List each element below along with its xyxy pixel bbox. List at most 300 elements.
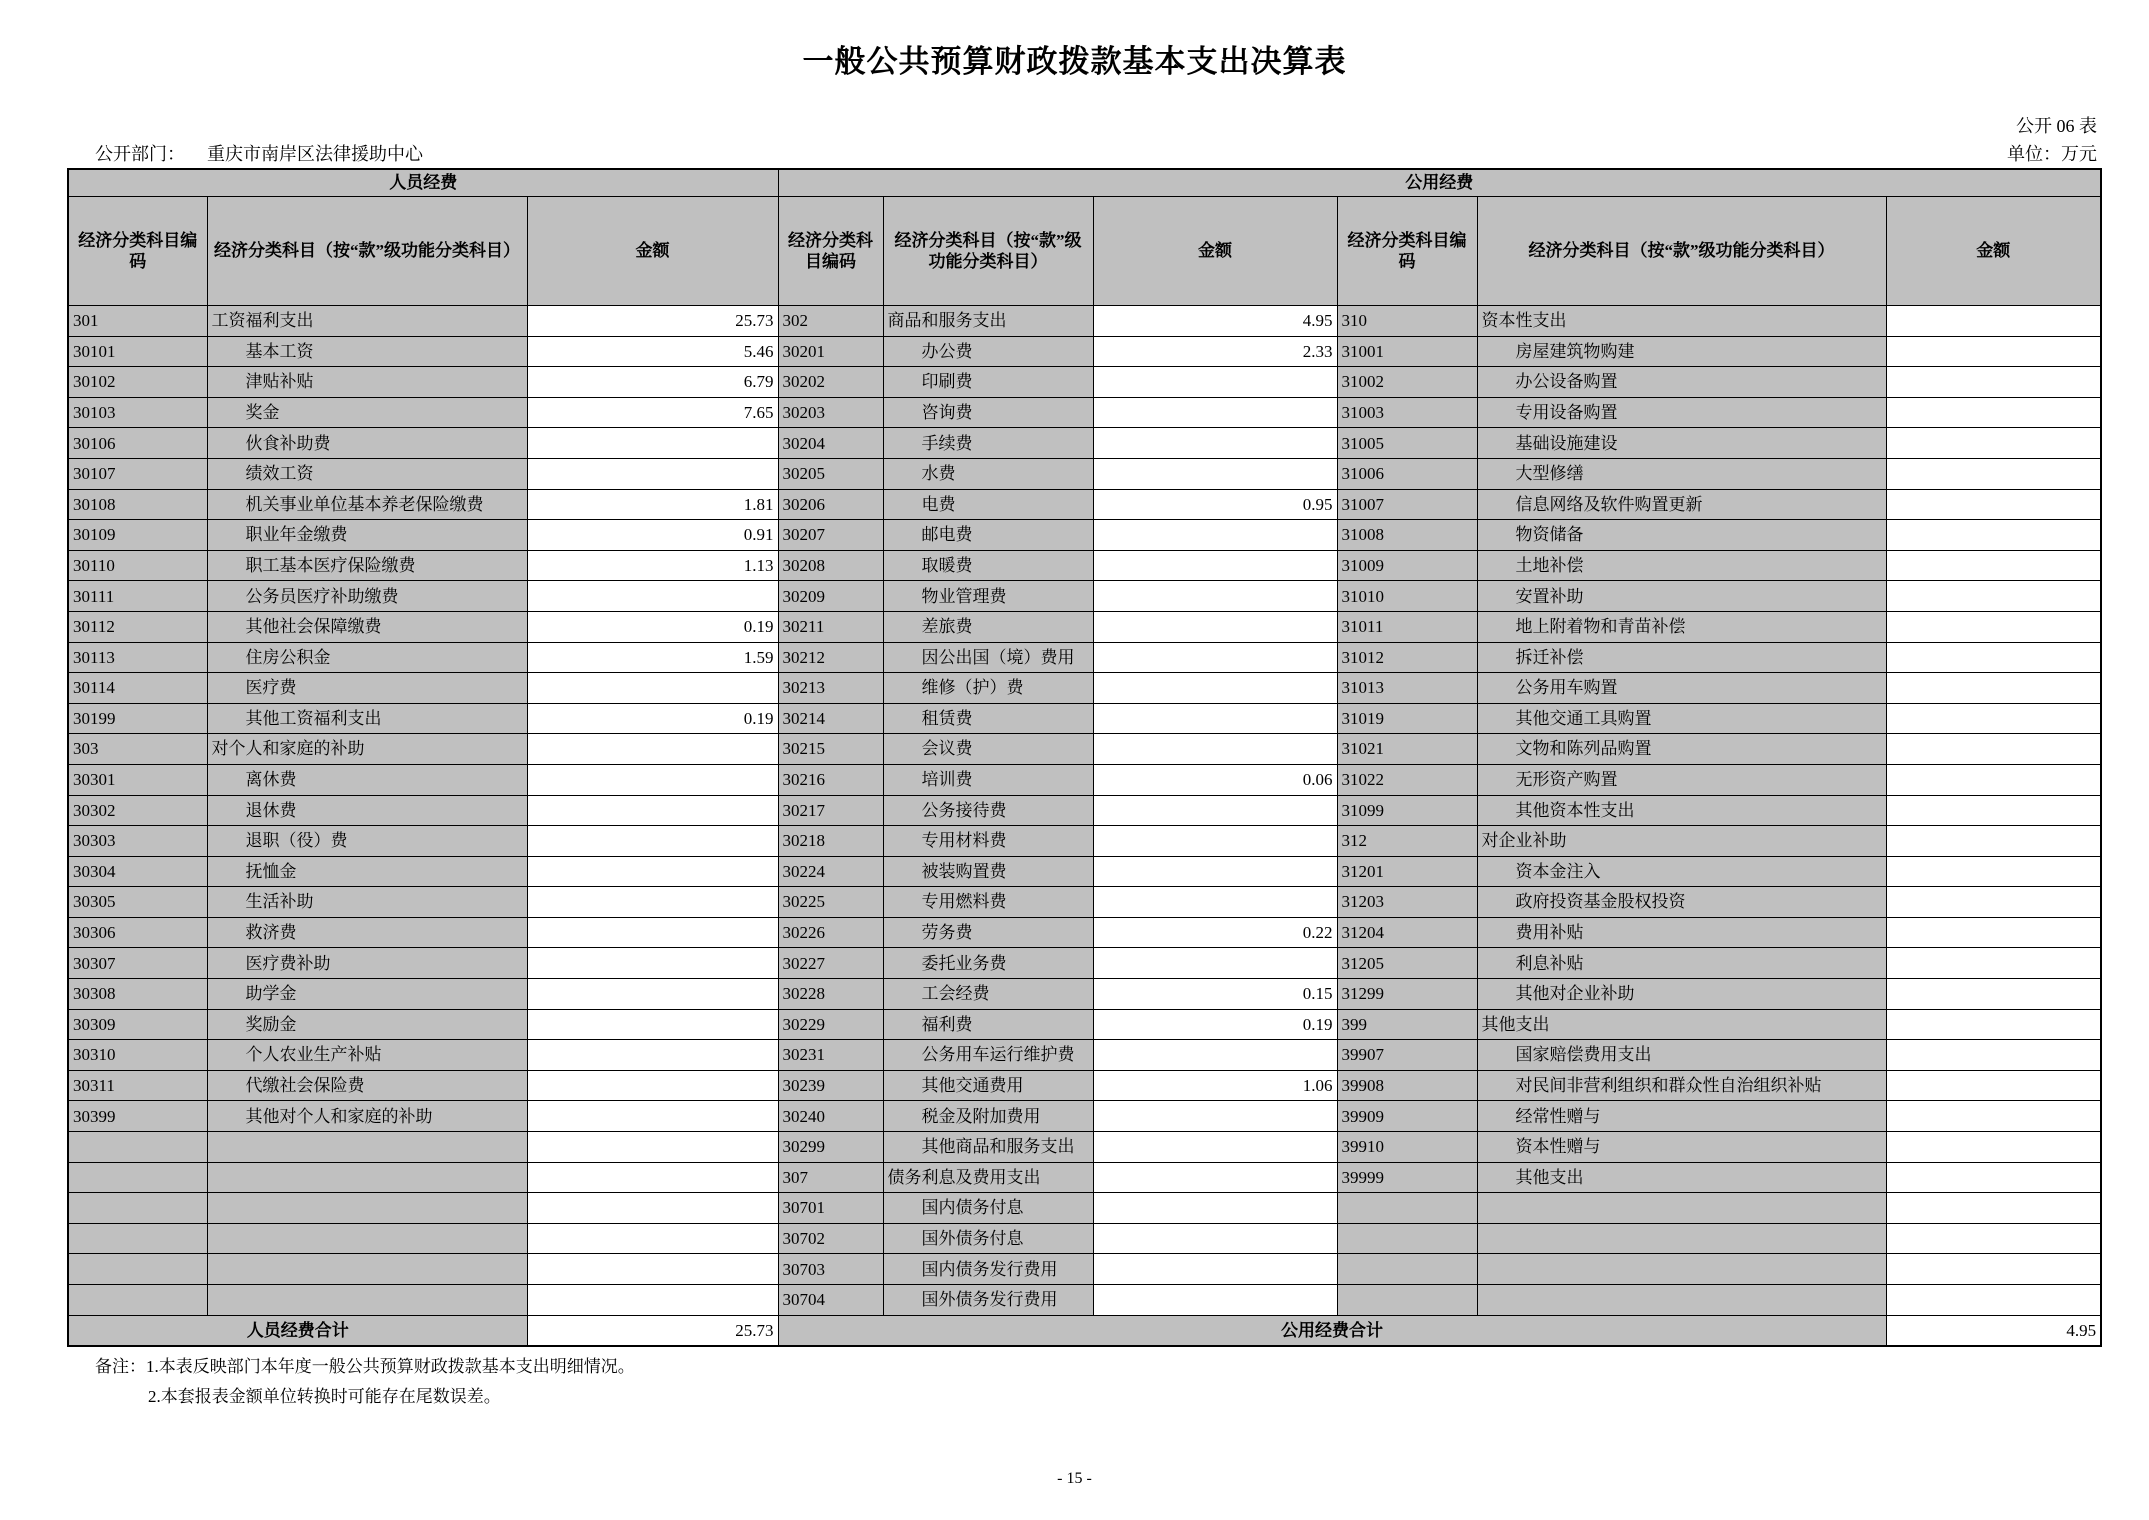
code-cell [68,1254,207,1285]
code-cell: 30199 [68,703,207,734]
code-cell: 30309 [68,1009,207,1040]
code-cell: 30214 [778,703,883,734]
subject-cell: 奖金 [207,397,527,428]
code-cell: 31007 [1337,489,1477,520]
code-cell: 30301 [68,764,207,795]
subject-cell: 对企业补助 [1477,826,1886,857]
subject-cell: 离休费 [207,764,527,795]
amount-cell [1886,1009,2101,1040]
code-cell: 30304 [68,856,207,887]
code-cell: 30111 [68,581,207,612]
subject-cell: 国家赔偿费用支出 [1477,1040,1886,1071]
table-row [68,1070,2101,1101]
subject-cell: 其他对企业补助 [1477,979,1886,1010]
amount-cell: 6.79 [527,367,778,398]
subject-cell: 对民间非营利组织和群众性自治组织补贴 [1477,1070,1886,1101]
table-row [68,1285,2101,1316]
code-cell [1337,1254,1477,1285]
code-cell: 31022 [1337,764,1477,795]
code-cell: 31003 [1337,397,1477,428]
code-cell: 30204 [778,428,883,459]
col-header-amount-2: 金额 [1093,197,1337,306]
amount-cell [1093,887,1337,918]
code-cell: 312 [1337,826,1477,857]
amount-cell [527,1254,778,1285]
code-cell [1337,1193,1477,1224]
amount-cell: 0.06 [1093,764,1337,795]
notes [95,1352,635,1412]
amount-cell [1886,367,2101,398]
column-header-row [68,197,2101,306]
subject-cell: 机关事业单位基本养老保险缴费 [207,489,527,520]
subject-cell: 其他社会保障缴费 [207,611,527,642]
code-cell: 30703 [778,1254,883,1285]
subject-cell: 经常性赠与 [1477,1101,1886,1132]
code-cell: 30113 [68,642,207,673]
amount-cell [1093,642,1337,673]
amount-cell [1886,1285,2101,1316]
amount-cell [1886,826,2101,857]
code-cell: 31299 [1337,979,1477,1010]
table-row [68,764,2101,795]
code-cell: 30225 [778,887,883,918]
subject-cell: 国外债务发行费用 [883,1285,1093,1316]
code-cell: 30202 [778,367,883,398]
table-row [68,336,2101,367]
amount-cell [1093,367,1337,398]
table-row [68,1223,2101,1254]
table-row [68,458,2101,489]
amount-cell [1093,1285,1337,1316]
amount-cell [1093,703,1337,734]
amount-cell [1886,887,2101,918]
subject-cell: 拆迁补偿 [1477,642,1886,673]
page-number: - 15 - [1057,1470,1092,1487]
amount-cell [1886,764,2101,795]
subject-cell: 代缴社会保险费 [207,1070,527,1101]
subject-cell: 生活补助 [207,887,527,918]
amount-cell [1886,489,2101,520]
amount-cell [527,1040,778,1071]
amount-cell [1886,1101,2101,1132]
subject-cell: 资本性赠与 [1477,1132,1886,1163]
table-row [68,673,2101,704]
table-row [68,550,2101,581]
subject-cell: 咨询费 [883,397,1093,428]
subject-cell: 劳务费 [883,917,1093,948]
note-line-2: 2.本套报表金额单位转换时可能存在尾数误差。 [148,1386,501,1406]
subject-cell: 福利费 [883,1009,1093,1040]
amount-cell: 2.33 [1093,336,1337,367]
note-line-1 [95,1352,635,1382]
table-row [68,703,2101,734]
subject-cell: 电费 [883,489,1093,520]
amount-cell [1093,734,1337,765]
code-cell: 30215 [778,734,883,765]
table-row [68,611,2101,642]
code-cell: 30106 [68,428,207,459]
code-cell: 399 [1337,1009,1477,1040]
subject-cell: 文物和陈列品购置 [1477,734,1886,765]
subject-cell [1477,1223,1886,1254]
subject-cell: 住房公积金 [207,642,527,673]
table-row [68,948,2101,979]
subject-cell: 公务接待费 [883,795,1093,826]
subject-cell: 职工基本医疗保险缴费 [207,550,527,581]
code-cell: 30107 [68,458,207,489]
code-cell: 30702 [778,1223,883,1254]
amount-cell [527,917,778,948]
page-title: 一般公共预算财政拨款基本支出决算表 [802,44,1347,79]
subject-cell: 办公费 [883,336,1093,367]
personnel-total-amount: 25.73 [527,1315,778,1346]
subject-cell: 其他工资福利支出 [207,703,527,734]
code-cell: 39908 [1337,1070,1477,1101]
code-cell: 30302 [68,795,207,826]
subject-cell: 物资储备 [1477,520,1886,551]
code-cell: 310 [1337,306,1477,337]
code-cell: 30212 [778,642,883,673]
subject-cell: 个人农业生产补贴 [207,1040,527,1071]
subject-cell [207,1254,527,1285]
subject-cell: 公务用车运行维护费 [883,1040,1093,1071]
department-label: 公开部门： [95,144,185,164]
code-cell: 30216 [778,764,883,795]
code-cell: 31201 [1337,856,1477,887]
amount-cell [1093,1193,1337,1224]
table-row [68,1040,2101,1071]
amount-cell [527,764,778,795]
amount-cell [1093,826,1337,857]
code-cell: 30227 [778,948,883,979]
code-cell: 30218 [778,826,883,857]
code-cell: 30209 [778,581,883,612]
table-row [68,367,2101,398]
amount-cell: 0.15 [1093,979,1337,1010]
subject-cell [1477,1254,1886,1285]
subject-cell: 专用燃料费 [883,887,1093,918]
amount-cell [527,734,778,765]
subject-cell: 利息补贴 [1477,948,1886,979]
subject-cell: 其他支出 [1477,1162,1886,1193]
amount-cell [1886,397,2101,428]
amount-cell [527,795,778,826]
subject-cell: 水费 [883,458,1093,489]
code-cell: 30208 [778,550,883,581]
amount-cell [1093,673,1337,704]
subject-cell: 助学金 [207,979,527,1010]
amount-cell: 0.19 [527,611,778,642]
code-cell: 31099 [1337,795,1477,826]
subject-cell: 商品和服务支出 [883,306,1093,337]
subject-cell: 专用材料费 [883,826,1093,857]
code-cell: 30701 [778,1193,883,1224]
amount-cell [527,826,778,857]
code-cell: 30201 [778,336,883,367]
code-cell: 31021 [1337,734,1477,765]
code-cell: 30213 [778,673,883,704]
subject-cell: 土地补偿 [1477,550,1886,581]
code-cell: 30224 [778,856,883,887]
amount-cell [1093,520,1337,551]
subject-cell: 租赁费 [883,703,1093,734]
col-header-code-2: 经济分类科目编码 [778,197,883,306]
code-cell: 30109 [68,520,207,551]
code-cell: 30112 [68,611,207,642]
subject-cell: 基本工资 [207,336,527,367]
table-row [68,397,2101,428]
amount-cell [1093,1223,1337,1254]
subject-cell: 地上附着物和青苗补偿 [1477,611,1886,642]
amount-cell [1093,581,1337,612]
subject-cell: 被装购置费 [883,856,1093,887]
subject-cell: 公务员医疗补助缴费 [207,581,527,612]
code-cell: 30102 [68,367,207,398]
code-cell: 31203 [1337,887,1477,918]
amount-cell [1886,581,2101,612]
amount-cell [1886,1223,2101,1254]
subject-cell: 费用补贴 [1477,917,1886,948]
table-row [68,826,2101,857]
code-cell: 30207 [778,520,883,551]
amount-cell [527,1009,778,1040]
code-cell [1337,1223,1477,1254]
code-cell: 30231 [778,1040,883,1071]
section-header-row [68,169,2101,197]
code-cell: 31006 [1337,458,1477,489]
amount-cell [527,673,778,704]
amount-cell: 1.81 [527,489,778,520]
code-cell: 39909 [1337,1101,1477,1132]
subject-cell: 伙食补助费 [207,428,527,459]
amount-cell [1886,1162,2101,1193]
table-row [68,887,2101,918]
amount-cell [1886,734,2101,765]
amount-cell [1886,336,2101,367]
subject-cell: 资本性支出 [1477,306,1886,337]
amount-cell [1886,1193,2101,1224]
code-cell: 30101 [68,336,207,367]
code-cell: 30308 [68,979,207,1010]
code-cell: 30108 [68,489,207,520]
subject-cell: 医疗费 [207,673,527,704]
code-cell: 30217 [778,795,883,826]
table-row [68,428,2101,459]
table-row [68,1101,2101,1132]
table-row [68,1162,2101,1193]
subject-cell: 其他对个人和家庭的补助 [207,1101,527,1132]
code-cell: 30311 [68,1070,207,1101]
table-body [68,306,2101,1316]
col-header-subject-2: 经济分类科目（按“款”级功能分类科目） [883,197,1093,306]
amount-cell [1093,428,1337,459]
subject-cell: 信息网络及软件购置更新 [1477,489,1886,520]
code-cell: 30228 [778,979,883,1010]
amount-cell: 1.06 [1093,1070,1337,1101]
public-total-label: 公用经费合计 [778,1315,1886,1346]
col-header-amount-1: 金额 [527,197,778,306]
table-row [68,795,2101,826]
amount-cell [1886,1132,2101,1163]
amount-cell: 0.22 [1093,917,1337,948]
col-header-code-3: 经济分类科目编码 [1337,197,1477,306]
table-row [68,1254,2101,1285]
subject-cell: 国外债务付息 [883,1223,1093,1254]
subject-cell: 维修（护）费 [883,673,1093,704]
subject-cell: 津贴补贴 [207,367,527,398]
subject-cell [207,1193,527,1224]
amount-cell [527,428,778,459]
amount-cell [527,1162,778,1193]
amount-cell [1886,458,2101,489]
subject-cell: 大型修缮 [1477,458,1886,489]
subject-cell: 其他商品和服务支出 [883,1132,1093,1163]
subject-cell: 绩效工资 [207,458,527,489]
subject-cell [207,1162,527,1193]
table-row [68,1193,2101,1224]
code-cell: 30303 [68,826,207,857]
notes-label: 备注： [95,1357,146,1376]
table-row [68,917,2101,948]
subject-cell [1477,1285,1886,1316]
table-row [68,979,2101,1010]
amount-cell [1886,673,2101,704]
subject-cell: 工会经费 [883,979,1093,1010]
code-cell: 30211 [778,611,883,642]
table-row [68,1009,2101,1040]
amount-cell: 5.46 [527,336,778,367]
subject-cell: 印刷费 [883,367,1093,398]
amount-cell: 25.73 [527,306,778,337]
amount-cell [1886,520,2101,551]
public-total-amount: 4.95 [1886,1315,2101,1346]
amount-cell [1886,611,2101,642]
code-cell: 30226 [778,917,883,948]
subject-cell: 委托业务费 [883,948,1093,979]
code-cell: 30203 [778,397,883,428]
code-cell: 30399 [68,1101,207,1132]
amount-cell [1886,795,2101,826]
subject-cell: 退职（役）费 [207,826,527,857]
amount-cell [1093,948,1337,979]
amount-cell [1093,1101,1337,1132]
subject-cell: 安置补助 [1477,581,1886,612]
amount-cell: 7.65 [527,397,778,428]
amount-cell [1886,550,2101,581]
code-cell: 31013 [1337,673,1477,704]
col-header-subject-3: 经济分类科目（按“款”级功能分类科目） [1477,197,1886,306]
code-cell: 31012 [1337,642,1477,673]
code-cell [68,1285,207,1316]
code-cell: 301 [68,306,207,337]
subject-cell: 手续费 [883,428,1093,459]
amount-cell [527,979,778,1010]
amount-cell [527,1132,778,1163]
code-cell: 30110 [68,550,207,581]
code-cell [68,1223,207,1254]
subject-cell: 退休费 [207,795,527,826]
subject-cell [207,1223,527,1254]
code-cell: 31008 [1337,520,1477,551]
amount-cell: 0.95 [1093,489,1337,520]
code-cell: 30307 [68,948,207,979]
code-cell: 31205 [1337,948,1477,979]
section-personnel: 人员经费 [68,169,778,197]
amount-cell [1093,1040,1337,1071]
totals-row [68,1315,2101,1346]
subject-cell: 专用设备购置 [1477,397,1886,428]
expenditure-table [67,168,2102,1347]
amount-cell [527,948,778,979]
amount-cell [527,1101,778,1132]
amount-cell [527,581,778,612]
code-cell: 302 [778,306,883,337]
subject-cell: 其他交通费用 [883,1070,1093,1101]
amount-cell [1886,979,2101,1010]
subject-cell: 工资福利支出 [207,306,527,337]
col-header-subject-1: 经济分类科目（按“款”级功能分类科目） [207,197,527,306]
code-cell: 30206 [778,489,883,520]
code-cell: 30239 [778,1070,883,1101]
code-cell: 31002 [1337,367,1477,398]
subject-cell: 职业年金缴费 [207,520,527,551]
subject-cell: 奖励金 [207,1009,527,1040]
amount-cell [527,887,778,918]
department-line [95,140,423,166]
code-cell: 303 [68,734,207,765]
code-cell [68,1162,207,1193]
subject-cell: 公务用车购置 [1477,673,1886,704]
amount-cell [1093,1132,1337,1163]
subject-cell: 差旅费 [883,611,1093,642]
subject-cell: 培训费 [883,764,1093,795]
code-cell: 39907 [1337,1040,1477,1071]
amount-cell: 4.95 [1093,306,1337,337]
code-cell [68,1132,207,1163]
subject-cell: 因公出国（境）费用 [883,642,1093,673]
amount-cell: 0.19 [1093,1009,1337,1040]
code-cell [1337,1285,1477,1316]
subject-cell: 基础设施建设 [1477,428,1886,459]
amount-cell [527,1070,778,1101]
table-row [68,306,2101,337]
amount-cell [527,458,778,489]
code-cell: 31009 [1337,550,1477,581]
col-header-code-1: 经济分类科目编码 [68,197,207,306]
amount-cell [527,856,778,887]
subject-cell: 政府投资基金股权投资 [1477,887,1886,918]
amount-cell [1093,856,1337,887]
amount-cell [1886,306,2101,337]
amount-cell [527,1193,778,1224]
subject-cell: 抚恤金 [207,856,527,887]
code-cell: 31011 [1337,611,1477,642]
subject-cell: 其他支出 [1477,1009,1886,1040]
subject-cell: 债务利息及费用支出 [883,1162,1093,1193]
amount-cell [1886,1070,2101,1101]
subject-cell: 资本金注入 [1477,856,1886,887]
table-row [68,734,2101,765]
personnel-total-label: 人员经费合计 [68,1315,527,1346]
amount-cell [527,1223,778,1254]
amount-cell [1093,550,1337,581]
unit-label: 单位：万元 [2007,144,2097,164]
code-cell: 30229 [778,1009,883,1040]
subject-cell: 其他交通工具购置 [1477,703,1886,734]
amount-cell: 0.91 [527,520,778,551]
code-cell: 39999 [1337,1162,1477,1193]
subject-cell: 医疗费补助 [207,948,527,979]
